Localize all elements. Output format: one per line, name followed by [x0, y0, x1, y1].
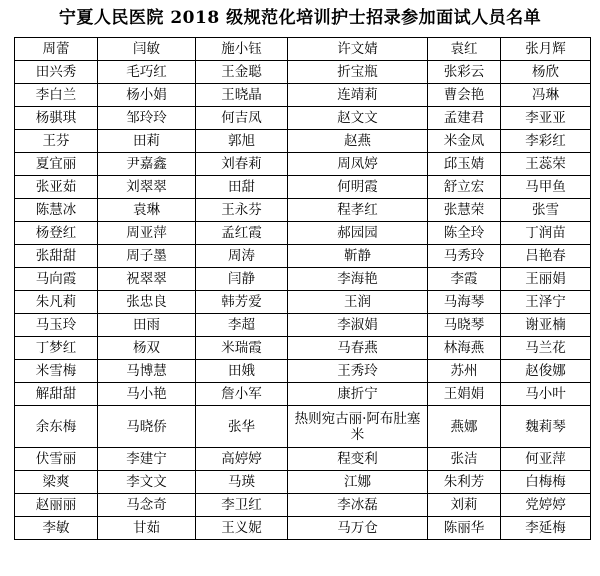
name-cell: 何亚萍: [501, 448, 591, 471]
name-cell: 夏宜丽: [15, 153, 98, 176]
name-cell: 李超: [196, 314, 288, 337]
name-cell: 燕娜: [428, 406, 501, 448]
name-cell: 舒立宏: [428, 176, 501, 199]
name-cell: 马甲鱼: [501, 176, 591, 199]
name-cell: 杨双: [98, 337, 196, 360]
name-cell: 丁梦红: [15, 337, 98, 360]
name-cell: 陈全玲: [428, 222, 501, 245]
name-cell: 闫静: [196, 268, 288, 291]
name-cell: 马小叶: [501, 383, 591, 406]
name-cell: 王秀玲: [288, 360, 428, 383]
name-cell: 吕艳春: [501, 245, 591, 268]
table-row: [15, 494, 591, 517]
name-cell: 丁润苗: [501, 222, 591, 245]
name-cell: 马瑛: [196, 471, 288, 494]
name-cell: 周蕾: [15, 38, 98, 61]
name-cell: 李海艳: [288, 268, 428, 291]
name-cell: 周涛: [196, 245, 288, 268]
name-cell: 张洁: [428, 448, 501, 471]
name-cell: 林海燕: [428, 337, 501, 360]
name-cell: 邱玉婧: [428, 153, 501, 176]
name-cell: 李亚亚: [501, 107, 591, 130]
name-cell: 杨小娟: [98, 84, 196, 107]
name-cell: 马秀玲: [428, 245, 501, 268]
table-row: [15, 130, 591, 153]
name-cell: 马兰花: [501, 337, 591, 360]
table-row: [15, 245, 591, 268]
name-cell: 王金聪: [196, 61, 288, 84]
name-cell: 毛巧红: [98, 61, 196, 84]
name-cell: 米瑞霞: [196, 337, 288, 360]
table-row: [15, 176, 591, 199]
name-cell: 余东梅: [15, 406, 98, 448]
name-cell: 何吉凤: [196, 107, 288, 130]
name-cell: 马向霞: [15, 268, 98, 291]
name-cell: 马玉玲: [15, 314, 98, 337]
name-cell: 连靖莉: [288, 84, 428, 107]
name-cell: 祝翠翠: [98, 268, 196, 291]
name-cell: 张甜甜: [15, 245, 98, 268]
table-row: [15, 448, 591, 471]
name-cell: 周凤婷: [288, 153, 428, 176]
name-cell: 刘春莉: [196, 153, 288, 176]
name-cell: 李彩红: [501, 130, 591, 153]
name-cell: 马晓琴: [428, 314, 501, 337]
name-cell: 党婷婷: [501, 494, 591, 517]
name-cell: 马小艳: [98, 383, 196, 406]
name-cell: 赵俊娜: [501, 360, 591, 383]
document-title: 宁夏人民医院 2018 级规范化培训护士招录参加面试人员名单: [58, 8, 542, 28]
name-cell: 冯琳: [501, 84, 591, 107]
name-cell: 王泽宁: [501, 291, 591, 314]
name-cell: 袁红: [428, 38, 501, 61]
name-cell: 杨欣: [501, 61, 591, 84]
name-cell: 田兴秀: [15, 61, 98, 84]
table-row: [15, 222, 591, 245]
name-cell: 李延梅: [501, 517, 591, 540]
name-cell: 王丽娟: [501, 268, 591, 291]
table-row: [15, 291, 591, 314]
name-cell: 王蕊荣: [501, 153, 591, 176]
table-row: [15, 199, 591, 222]
name-cell: 李淑娟: [288, 314, 428, 337]
name-cell: 尹嘉鑫: [98, 153, 196, 176]
name-cell: 张慧荣: [428, 199, 501, 222]
name-cell: 陈慧冰: [15, 199, 98, 222]
name-cell: 张彩云: [428, 61, 501, 84]
name-cell: 苏州: [428, 360, 501, 383]
name-cell: 李建宁: [98, 448, 196, 471]
name-cell: 闫敏: [98, 38, 196, 61]
name-cell: 张雪: [501, 199, 591, 222]
table-row: [15, 107, 591, 130]
name-cell: 孟红霞: [196, 222, 288, 245]
name-table-body: [15, 38, 591, 540]
name-cell: 马念奇: [98, 494, 196, 517]
name-cell: 韩芳爱: [196, 291, 288, 314]
name-cell: 王义妮: [196, 517, 288, 540]
name-cell: 马晓侨: [98, 406, 196, 448]
name-cell: 田甜: [196, 176, 288, 199]
name-cell: 袁琳: [98, 199, 196, 222]
name-cell: 白梅梅: [501, 471, 591, 494]
name-cell: 张亚茹: [15, 176, 98, 199]
name-cell: 马万仓: [288, 517, 428, 540]
name-cell: 王晓晶: [196, 84, 288, 107]
name-cell: 马春燕: [288, 337, 428, 360]
name-cell: 许文婧: [288, 38, 428, 61]
name-cell: 杨骐琪: [15, 107, 98, 130]
name-cell: 田莉: [98, 130, 196, 153]
name-cell: 曹会艳: [428, 84, 501, 107]
name-cell: 程变利: [288, 448, 428, 471]
table-row: [15, 517, 591, 540]
name-cell: 杨登红: [15, 222, 98, 245]
name-cell: 魏莉琴: [501, 406, 591, 448]
name-cell: 施小钰: [196, 38, 288, 61]
name-cell: 折宝瓶: [288, 61, 428, 84]
name-cell: 詹小军: [196, 383, 288, 406]
name-cell: 高婷婷: [196, 448, 288, 471]
table-row: [15, 471, 591, 494]
name-cell: 刘翠翠: [98, 176, 196, 199]
name-cell: 孟建君: [428, 107, 501, 130]
name-cell: 甘茹: [98, 517, 196, 540]
table-row: [15, 314, 591, 337]
name-cell: 李白兰: [15, 84, 98, 107]
name-cell: 赵燕: [288, 130, 428, 153]
name-cell: 张忠良: [98, 291, 196, 314]
table-row: [15, 337, 591, 360]
name-cell: 李冰磊: [288, 494, 428, 517]
name-cell: 李卫红: [196, 494, 288, 517]
name-cell: 朱利芳: [428, 471, 501, 494]
name-cell: 赵丽丽: [15, 494, 98, 517]
name-cell: 田雨: [98, 314, 196, 337]
name-cell: 程孝红: [288, 199, 428, 222]
name-cell: 王芬: [15, 130, 98, 153]
table-row: [15, 268, 591, 291]
name-cell: 田娥: [196, 360, 288, 383]
name-cell: 王润: [288, 291, 428, 314]
table-row: [15, 383, 591, 406]
table-row: [15, 38, 591, 61]
table-row: [15, 84, 591, 107]
name-cell: 陈丽华: [428, 517, 501, 540]
name-cell: 梁爽: [15, 471, 98, 494]
name-cell: 马海琴: [428, 291, 501, 314]
name-cell: 康折宁: [288, 383, 428, 406]
name-cell: 李文文: [98, 471, 196, 494]
name-cell: 王娟娟: [428, 383, 501, 406]
name-cell: 江娜: [288, 471, 428, 494]
name-cell: 何明霞: [288, 176, 428, 199]
name-cell: 张月辉: [501, 38, 591, 61]
name-cell: 热则宛古丽·阿布肚塞米: [288, 406, 428, 448]
name-cell: 郝园园: [288, 222, 428, 245]
name-cell: 伏雪丽: [15, 448, 98, 471]
name-cell: 米金凤: [428, 130, 501, 153]
name-cell: 周亚萍: [98, 222, 196, 245]
name-cell: 李敏: [15, 517, 98, 540]
name-cell: 解甜甜: [15, 383, 98, 406]
name-cell: 朱凡莉: [15, 291, 98, 314]
name-cell: 刘莉: [428, 494, 501, 517]
table-row: [15, 61, 591, 84]
table-row: [15, 406, 591, 448]
name-cell: 米雪梅: [15, 360, 98, 383]
name-cell: 张华: [196, 406, 288, 448]
name-cell: 马博慧: [98, 360, 196, 383]
name-table: [14, 37, 591, 540]
name-cell: 郭旭: [196, 130, 288, 153]
name-cell: 周子墨: [98, 245, 196, 268]
name-cell: 王永芬: [196, 199, 288, 222]
table-row: [15, 360, 591, 383]
table-row: [15, 153, 591, 176]
name-cell: 赵文文: [288, 107, 428, 130]
name-cell: 邹玲玲: [98, 107, 196, 130]
name-cell: 谢亚楠: [501, 314, 591, 337]
name-cell: 李霞: [428, 268, 501, 291]
name-cell: 靳静: [288, 245, 428, 268]
